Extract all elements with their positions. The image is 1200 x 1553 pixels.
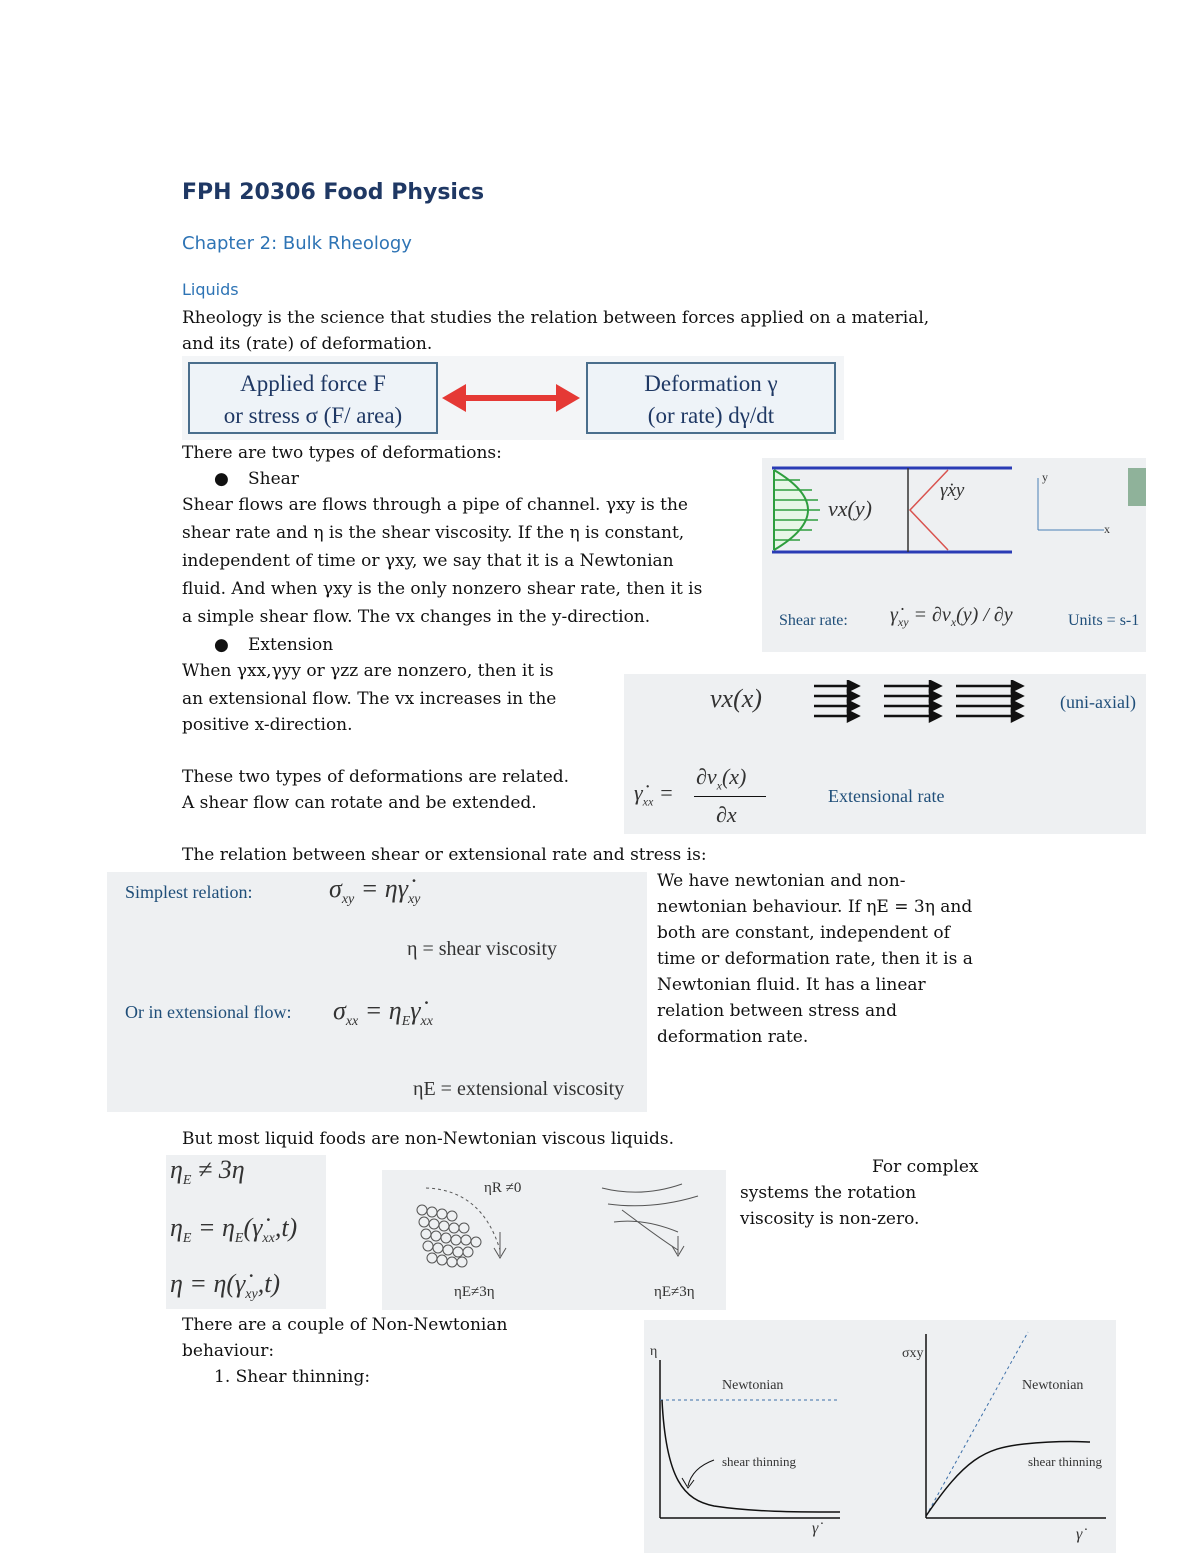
intro-line-1: Rheology is the science that studies the relation between forces applied on a material, [182, 308, 930, 328]
applied-force-label: Applied force F [240, 371, 386, 396]
eta-e-function: $\eta_E$ = $\eta_E(\gammȧ_{xx},t)$ [170, 1213, 298, 1247]
relation-heading: The relation between shear or extensional rate and stress is: [182, 845, 707, 865]
intro-line-2: and its (rate) of deformation. [182, 334, 433, 354]
non-newtonian-heading: But most liquid foods are non-Newtonian viscous liquids. [182, 1129, 674, 1149]
fraction-bar [694, 796, 766, 797]
shear-rate-equation: $\gammȧ_{xy} = \partial v_x(y) / \partial y$ [890, 604, 1013, 629]
complex-text-2: systems the rotation [740, 1183, 917, 1203]
eta-e-label-1: ηE≠3η [454, 1284, 495, 1300]
non-newtonian-equations [166, 1155, 326, 1309]
bullet-extension: Extension [248, 635, 334, 655]
newtonian-text-1: We have newtonian and non- [657, 871, 906, 891]
extension-text-2: an extensional flow. The vx increases in the [182, 689, 557, 709]
axis-y-label: y [1042, 470, 1048, 484]
complex-text-1: For complex [872, 1157, 979, 1177]
gamma-xy-label: γ̇xy [940, 480, 965, 501]
bullet-icon: ● [214, 469, 229, 489]
newtonian-text-6: relation between stress and [657, 1001, 897, 1021]
bullet-icon: ● [214, 635, 229, 655]
extensional-flow-label: Or in extensional flow: [125, 1002, 292, 1022]
deformation-rate-label: (or rate) dγ/dt [647, 403, 775, 428]
extensional-rate-label: Extensional rate [828, 786, 945, 806]
force-deformation-figure [182, 356, 844, 440]
list-item-shear-thinning: 1. Shear thinning: [214, 1367, 371, 1387]
shear-text-3: independent of time or γxy, we say that it is a Newtonian [182, 551, 674, 571]
ext-rate-equation: $\gammȧ_{xx}$ = [634, 780, 674, 809]
newtonian-text-7: deformation rate. [657, 1027, 809, 1047]
vx-x-label: vx(x) [710, 684, 762, 713]
shear-flow-figure [762, 458, 1146, 652]
extension-arrows-icon [810, 680, 1030, 724]
ext-rate-numerator: $\partial v_x(x)$ [696, 764, 747, 793]
units-label: Units = s-1 [1068, 612, 1140, 629]
shear-thinning-graphs [644, 1320, 1116, 1553]
chapter-heading: Chapter 2: Bulk Rheology [182, 233, 412, 254]
types-heading: There are two types of deformations: [182, 443, 502, 463]
eta-axis-label: η [650, 1344, 658, 1359]
simplest-relation-label: Simplest relation: [125, 882, 253, 902]
shear-rate-label: Shear rate: [779, 612, 848, 629]
double-arrow-icon [440, 376, 582, 420]
rotation-viscosity-figure [382, 1170, 726, 1310]
couple-text-2: behaviour: [182, 1341, 275, 1361]
stress-relation-figure [107, 872, 647, 1112]
shear-viscosity-label: η = shear viscosity [407, 938, 558, 960]
gamma-axis-label-right: γ̇ [1076, 1526, 1083, 1543]
deformation-box [586, 362, 836, 434]
eta-e-label-2: ηE≠3η [654, 1284, 695, 1300]
extensional-flow-figure [624, 674, 1146, 834]
shear-text-1: Shear flows are flows through a pipe of channel. γxy is the [182, 495, 688, 515]
eta-r-label: ηR ≠0 [484, 1180, 522, 1196]
applied-force-box [188, 362, 438, 434]
newtonian-text-3: both are constant, independent of [657, 923, 950, 943]
couple-text-1: There are a couple of Non-Newtonian [182, 1315, 508, 1335]
section-heading: Liquids [182, 280, 239, 299]
stress-label: or stress σ (F/ area) [223, 403, 403, 428]
newtonian-label-left: Newtonian [722, 1378, 784, 1393]
uniaxial-label: (uni-axial) [1060, 692, 1136, 712]
shear-thinning-label-right: shear thinning [1028, 1454, 1103, 1469]
related-text-2: A shear flow can rotate and be extended. [182, 793, 537, 813]
extension-text-3: positive x-direction. [182, 715, 353, 735]
extension-text-1: When γxx,γyy or γzz are nonzero, then it is [182, 661, 554, 681]
deformation-label: Deformation γ [644, 371, 778, 396]
page-title: FPH 20306 Food Physics [182, 180, 485, 205]
bullet-shear: Shear [248, 469, 299, 489]
newtonian-text-5: Newtonian fluid. It has a linear [657, 975, 926, 995]
viscosity-curves [644, 1320, 1116, 1553]
shear-text-2: shear rate and η is the shear viscosity. If the η is constant, [182, 523, 685, 543]
sigma-axis-label: σxy [902, 1346, 924, 1361]
shear-text-5: a simple shear flow. The vx changes in the y-direction. [182, 607, 651, 627]
gamma-axis-label-left: γ̇ [812, 1520, 819, 1537]
extensional-viscosity-label: ηE = extensional viscosity [413, 1078, 625, 1100]
related-text-1: These two types of deformations are related. [182, 767, 570, 787]
shear-stress-equation: $\sigma_{xy}$ = $\eta\gammȧ_{xy}$ [329, 874, 421, 908]
axis-x-label: x [1104, 522, 1110, 536]
newtonian-label-right: Newtonian [1022, 1378, 1084, 1393]
shear-text-4: fluid. And when γxy is the only nonzero shear rate, then it is [182, 579, 703, 599]
complex-text-3: viscosity is non-zero. [740, 1209, 920, 1229]
newtonian-text-4: time or deformation rate, then it is a [657, 949, 973, 969]
ext-stress-equation: $\sigma_{xx}$ = $\eta_E\gammȧ_{xx}$ [333, 996, 433, 1030]
ext-rate-denominator: ∂x [716, 802, 737, 827]
eta-e-not-3eta: $\eta_E \ne 3\eta$ [170, 1155, 245, 1189]
vx-y-label: vx(y) [828, 496, 872, 521]
newtonian-text-2: newtonian behaviour. If ηE = 3η and [657, 897, 973, 917]
shear-thinning-label-left: shear thinning [722, 1454, 797, 1469]
eta-function: $\eta = \eta(\gammȧ_{xy},t)$ [170, 1269, 281, 1303]
